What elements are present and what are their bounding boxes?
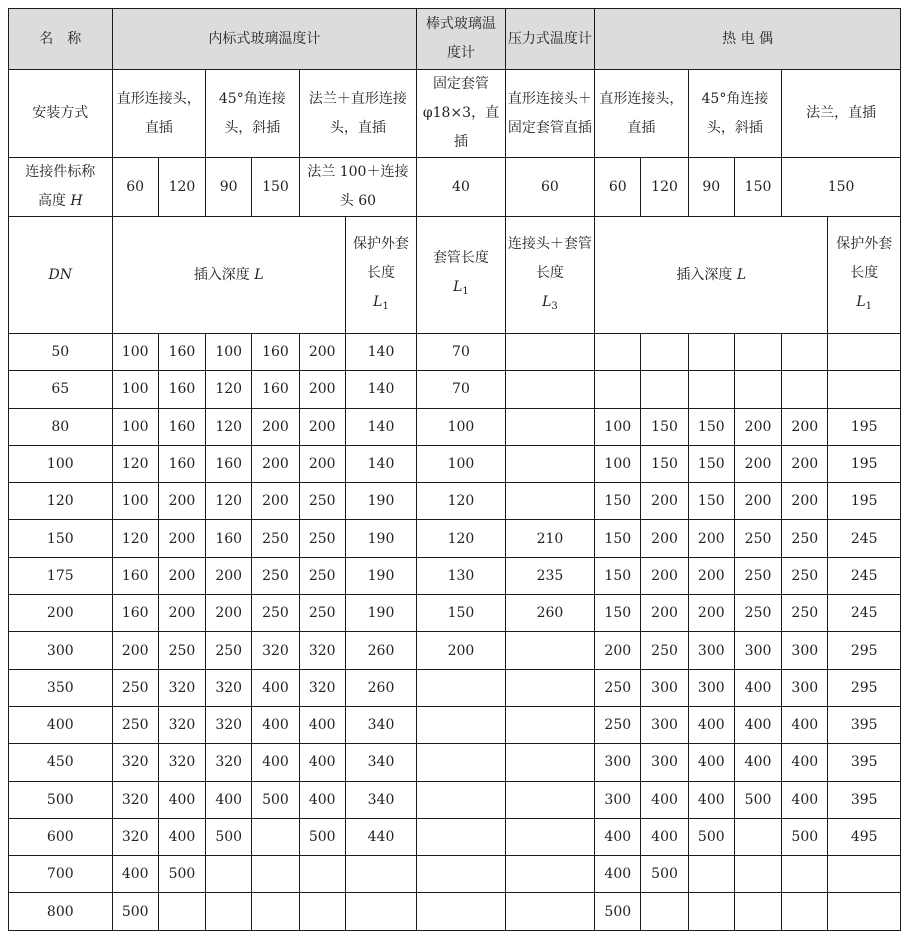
value-cell: 495 — [828, 818, 901, 855]
value-cell: 260 — [345, 632, 416, 669]
value-cell — [505, 408, 594, 445]
value-cell: 100 — [595, 445, 641, 482]
dn-cell: 120 — [9, 483, 113, 520]
value-cell — [595, 334, 641, 371]
header-row — [9, 9, 901, 70]
value-cell — [505, 818, 594, 855]
height-cell: 40 — [417, 158, 505, 217]
value-cell: 320 — [112, 818, 158, 855]
value-cell — [417, 669, 505, 706]
table-row — [9, 744, 901, 781]
value-cell: 195 — [828, 483, 901, 520]
dn-cell: 150 — [9, 520, 113, 557]
value-cell: 250 — [299, 595, 345, 632]
value-cell: 260 — [345, 669, 416, 706]
dn-cell: 450 — [9, 744, 113, 781]
value-cell — [417, 706, 505, 743]
value-cell — [505, 371, 594, 408]
value-cell: 400 — [688, 781, 734, 818]
value-cell — [505, 483, 594, 520]
height-cell: 90 — [206, 158, 252, 217]
value-cell: 250 — [734, 557, 781, 594]
value-cell: 200 — [206, 557, 252, 594]
value-cell — [734, 371, 781, 408]
table-row — [9, 557, 901, 594]
value-cell: 150 — [688, 408, 734, 445]
value-cell: 200 — [782, 445, 828, 482]
value-cell: 140 — [345, 371, 416, 408]
value-cell: 295 — [828, 632, 901, 669]
value-cell: 150 — [595, 483, 641, 520]
table-row — [9, 781, 901, 818]
value-cell: 320 — [252, 632, 299, 669]
value-cell: 210 — [505, 520, 594, 557]
outer-sleeve-header: 保护外套长度 $L_1$ — [345, 217, 416, 334]
value-cell — [688, 856, 734, 893]
value-cell: 400 — [252, 744, 299, 781]
table-row — [9, 632, 901, 669]
value-cell — [345, 893, 416, 930]
value-cell: 400 — [158, 818, 205, 855]
value-cell: 200 — [734, 408, 781, 445]
pressure-length-header: 连接头＋套管长度 $L_3$ — [505, 217, 594, 334]
value-cell: 200 — [641, 483, 688, 520]
value-cell — [417, 818, 505, 855]
value-cell: 120 — [112, 445, 158, 482]
value-cell: 300 — [595, 781, 641, 818]
height-cell: 150 — [734, 158, 781, 217]
install-rod: 固定套管φ18×3，直插 — [417, 70, 505, 158]
value-cell: 300 — [641, 669, 688, 706]
value-cell: 120 — [206, 483, 252, 520]
install-thermo-flange: 法兰，直插 — [782, 70, 901, 158]
value-cell: 200 — [641, 557, 688, 594]
dn-cell: 100 — [9, 445, 113, 482]
value-cell — [505, 334, 594, 371]
table-row — [9, 856, 901, 893]
height-cell: 150 — [252, 158, 299, 217]
value-cell: 250 — [299, 520, 345, 557]
dn-cell: 300 — [9, 632, 113, 669]
value-cell — [688, 893, 734, 930]
height-cell: 60 — [112, 158, 158, 217]
value-cell: 100 — [112, 334, 158, 371]
value-cell: 400 — [782, 781, 828, 818]
table-row — [9, 334, 901, 371]
value-cell: 200 — [688, 595, 734, 632]
value-cell: 190 — [345, 483, 416, 520]
value-cell — [505, 669, 594, 706]
value-cell: 200 — [417, 632, 505, 669]
install-pressure: 直形连接头＋固定套管直插 — [505, 70, 594, 158]
value-cell: 195 — [828, 408, 901, 445]
value-cell: 200 — [112, 632, 158, 669]
value-cell — [641, 893, 688, 930]
value-cell — [505, 744, 594, 781]
dn-cell: 400 — [9, 706, 113, 743]
height-row — [9, 158, 901, 217]
dn-cell: 200 — [9, 595, 113, 632]
value-cell: 250 — [734, 520, 781, 557]
value-cell: 100 — [112, 483, 158, 520]
value-cell — [158, 893, 205, 930]
value-cell — [782, 334, 828, 371]
value-cell: 70 — [417, 334, 505, 371]
value-cell — [734, 856, 781, 893]
value-cell: 300 — [688, 669, 734, 706]
value-cell: 100 — [112, 371, 158, 408]
value-cell: 250 — [206, 632, 252, 669]
value-cell: 320 — [158, 744, 205, 781]
value-cell: 340 — [345, 706, 416, 743]
value-cell: 400 — [299, 744, 345, 781]
value-cell: 70 — [417, 371, 505, 408]
value-cell: 245 — [828, 595, 901, 632]
value-cell — [828, 893, 901, 930]
value-cell: 500 — [158, 856, 205, 893]
value-cell: 235 — [505, 557, 594, 594]
value-cell: 160 — [158, 334, 205, 371]
value-cell: 500 — [782, 818, 828, 855]
value-cell — [505, 706, 594, 743]
value-cell: 150 — [595, 595, 641, 632]
install-inner-flange: 法兰＋直形连接头，直插 — [299, 70, 417, 158]
value-cell: 140 — [345, 334, 416, 371]
value-cell: 400 — [595, 856, 641, 893]
value-cell: 200 — [299, 445, 345, 482]
install-row — [9, 70, 901, 158]
value-cell — [417, 856, 505, 893]
dn-cell: 600 — [9, 818, 113, 855]
value-cell: 200 — [641, 520, 688, 557]
value-cell — [734, 334, 781, 371]
value-cell — [417, 744, 505, 781]
value-cell: 400 — [641, 818, 688, 855]
thermo-insert-depth-header: 插入深度 L — [595, 217, 828, 334]
data-body — [9, 334, 901, 931]
value-cell: 200 — [158, 483, 205, 520]
value-cell: 150 — [595, 557, 641, 594]
value-cell: 300 — [734, 632, 781, 669]
value-cell — [417, 893, 505, 930]
table-row — [9, 706, 901, 743]
value-cell: 200 — [641, 595, 688, 632]
value-cell: 140 — [345, 408, 416, 445]
table-row — [9, 669, 901, 706]
value-cell: 320 — [112, 781, 158, 818]
value-cell: 150 — [688, 445, 734, 482]
value-cell: 200 — [252, 445, 299, 482]
value-cell: 150 — [688, 483, 734, 520]
value-cell: 500 — [641, 856, 688, 893]
value-cell: 500 — [734, 781, 781, 818]
height-cell: 90 — [688, 158, 734, 217]
value-cell: 100 — [417, 408, 505, 445]
install-inner-straight: 直形连接头，直插 — [112, 70, 206, 158]
value-cell: 400 — [252, 669, 299, 706]
value-cell: 250 — [158, 632, 205, 669]
value-cell: 295 — [828, 669, 901, 706]
value-cell: 200 — [158, 557, 205, 594]
height-cell: 120 — [158, 158, 205, 217]
table-row — [9, 483, 901, 520]
dn-cell: 800 — [9, 893, 113, 930]
table-row — [9, 893, 901, 930]
value-cell: 200 — [595, 632, 641, 669]
value-cell: 160 — [206, 445, 252, 482]
value-cell: 400 — [734, 669, 781, 706]
value-cell: 500 — [595, 893, 641, 930]
value-cell — [505, 893, 594, 930]
value-cell: 500 — [252, 781, 299, 818]
value-cell: 150 — [417, 595, 505, 632]
value-cell: 100 — [595, 408, 641, 445]
value-cell: 150 — [641, 408, 688, 445]
value-cell — [299, 893, 345, 930]
table-row — [9, 371, 901, 408]
value-cell: 400 — [595, 818, 641, 855]
height-cell: 60 — [505, 158, 594, 217]
value-cell: 250 — [252, 520, 299, 557]
value-cell: 120 — [417, 483, 505, 520]
value-cell: 300 — [641, 744, 688, 781]
value-cell: 250 — [641, 632, 688, 669]
value-cell: 400 — [734, 706, 781, 743]
value-cell: 320 — [206, 706, 252, 743]
value-cell: 200 — [782, 408, 828, 445]
name-header: 名 称 — [9, 9, 113, 70]
value-cell: 190 — [345, 595, 416, 632]
value-cell: 200 — [252, 408, 299, 445]
value-cell — [734, 893, 781, 930]
value-cell: 400 — [782, 706, 828, 743]
value-cell: 320 — [158, 669, 205, 706]
value-cell: 400 — [734, 744, 781, 781]
value-cell: 150 — [595, 520, 641, 557]
value-cell: 200 — [688, 520, 734, 557]
subheader-row — [9, 217, 901, 334]
value-cell: 400 — [299, 706, 345, 743]
value-cell: 400 — [641, 781, 688, 818]
value-cell: 250 — [252, 557, 299, 594]
value-cell — [252, 856, 299, 893]
value-cell: 500 — [206, 818, 252, 855]
value-cell: 320 — [206, 669, 252, 706]
value-cell: 320 — [299, 632, 345, 669]
install-thermo-straight: 直形连接头，直插 — [595, 70, 689, 158]
value-cell: 195 — [828, 445, 901, 482]
value-cell: 130 — [417, 557, 505, 594]
value-cell: 400 — [252, 706, 299, 743]
value-cell: 250 — [734, 595, 781, 632]
value-cell: 250 — [595, 669, 641, 706]
value-cell: 200 — [299, 371, 345, 408]
value-cell: 190 — [345, 557, 416, 594]
value-cell — [299, 856, 345, 893]
dn-cell: 500 — [9, 781, 113, 818]
value-cell — [252, 893, 299, 930]
value-cell: 250 — [782, 520, 828, 557]
value-cell: 160 — [252, 334, 299, 371]
dn-cell: 175 — [9, 557, 113, 594]
value-cell — [417, 781, 505, 818]
value-cell: 250 — [595, 706, 641, 743]
rod-sleeve-header: 套管长度 $L_1$ — [417, 217, 505, 334]
value-cell: 500 — [299, 818, 345, 855]
dn-cell: 350 — [9, 669, 113, 706]
dn-cell: 700 — [9, 856, 113, 893]
value-cell: 300 — [782, 632, 828, 669]
value-cell — [828, 371, 901, 408]
value-cell: 245 — [828, 520, 901, 557]
value-cell — [782, 893, 828, 930]
value-cell: 250 — [112, 669, 158, 706]
value-cell: 120 — [206, 371, 252, 408]
value-cell — [688, 371, 734, 408]
value-cell — [782, 856, 828, 893]
value-cell: 320 — [206, 744, 252, 781]
value-cell — [206, 893, 252, 930]
height-cell: 150 — [782, 158, 901, 217]
value-cell: 200 — [158, 595, 205, 632]
value-cell — [505, 856, 594, 893]
value-cell: 300 — [688, 632, 734, 669]
value-cell: 340 — [345, 781, 416, 818]
value-cell: 320 — [299, 669, 345, 706]
value-cell — [252, 818, 299, 855]
value-cell — [595, 371, 641, 408]
value-cell: 400 — [112, 856, 158, 893]
thermocouple-header: 热 电 偶 — [595, 9, 901, 70]
value-cell: 440 — [345, 818, 416, 855]
value-cell: 100 — [417, 445, 505, 482]
value-cell — [828, 856, 901, 893]
value-cell: 400 — [158, 781, 205, 818]
table-row — [9, 595, 901, 632]
value-cell: 300 — [641, 706, 688, 743]
value-cell: 400 — [299, 781, 345, 818]
dn-cell: 80 — [9, 408, 113, 445]
value-cell: 150 — [641, 445, 688, 482]
dn-cell: 65 — [9, 371, 113, 408]
height-label: 连接件标称 高度 H — [9, 158, 113, 217]
value-cell — [641, 334, 688, 371]
value-cell: 500 — [112, 893, 158, 930]
value-cell: 400 — [206, 781, 252, 818]
value-cell: 200 — [299, 408, 345, 445]
value-cell — [828, 334, 901, 371]
value-cell: 200 — [734, 483, 781, 520]
table-row — [9, 818, 901, 855]
value-cell: 100 — [206, 334, 252, 371]
value-cell: 395 — [828, 706, 901, 743]
value-cell: 160 — [158, 445, 205, 482]
value-cell: 200 — [299, 334, 345, 371]
value-cell: 400 — [782, 744, 828, 781]
value-cell: 100 — [112, 408, 158, 445]
value-cell: 200 — [688, 557, 734, 594]
value-cell: 120 — [112, 520, 158, 557]
value-cell: 160 — [158, 408, 205, 445]
value-cell: 320 — [158, 706, 205, 743]
height-cell: 法兰 100＋连接头 60 — [299, 158, 417, 217]
height-cell: 60 — [595, 158, 641, 217]
inner-glass-thermometer-header: 内标式玻璃温度计 — [112, 9, 417, 70]
value-cell: 250 — [299, 557, 345, 594]
value-cell: 300 — [595, 744, 641, 781]
value-cell — [345, 856, 416, 893]
table-row — [9, 445, 901, 482]
value-cell: 160 — [252, 371, 299, 408]
value-cell: 245 — [828, 557, 901, 594]
value-cell — [206, 856, 252, 893]
value-cell: 250 — [782, 557, 828, 594]
pressure-thermometer-header: 压力式温度计 — [505, 9, 594, 70]
value-cell: 200 — [252, 483, 299, 520]
dn-cell: 50 — [9, 334, 113, 371]
value-cell: 160 — [206, 520, 252, 557]
value-cell — [505, 632, 594, 669]
insert-depth-header: 插入深度 L — [112, 217, 345, 334]
value-cell: 160 — [112, 595, 158, 632]
height-cell: 120 — [641, 158, 688, 217]
value-cell — [505, 445, 594, 482]
value-cell — [641, 371, 688, 408]
value-cell — [505, 781, 594, 818]
value-cell: 250 — [112, 706, 158, 743]
value-cell: 120 — [417, 520, 505, 557]
rod-glass-thermometer-header: 棒式玻璃温度计 — [417, 9, 505, 70]
value-cell: 400 — [688, 706, 734, 743]
spec-table — [8, 8, 901, 931]
install-label: 安装方式 — [9, 70, 113, 158]
value-cell: 250 — [299, 483, 345, 520]
value-cell: 250 — [252, 595, 299, 632]
value-cell: 160 — [158, 371, 205, 408]
table-row — [9, 408, 901, 445]
thermo-outer-sleeve-header: 保护外套长度 $L_1$ — [828, 217, 901, 334]
value-cell: 400 — [688, 744, 734, 781]
value-cell — [782, 371, 828, 408]
value-cell: 200 — [206, 595, 252, 632]
value-cell: 300 — [782, 669, 828, 706]
value-cell: 395 — [828, 744, 901, 781]
value-cell: 190 — [345, 520, 416, 557]
install-inner-45: 45°角连接头，斜插 — [206, 70, 300, 158]
value-cell: 320 — [112, 744, 158, 781]
table-row — [9, 520, 901, 557]
value-cell: 340 — [345, 744, 416, 781]
install-thermo-45: 45°角连接头，斜插 — [688, 70, 782, 158]
value-cell: 120 — [206, 408, 252, 445]
value-cell: 140 — [345, 445, 416, 482]
value-cell: 200 — [734, 445, 781, 482]
value-cell: 500 — [688, 818, 734, 855]
value-cell: 260 — [505, 595, 594, 632]
dn-header: DN — [9, 217, 113, 334]
value-cell: 160 — [112, 557, 158, 594]
value-cell: 200 — [782, 483, 828, 520]
value-cell: 395 — [828, 781, 901, 818]
value-cell — [688, 334, 734, 371]
value-cell: 250 — [782, 595, 828, 632]
value-cell — [734, 818, 781, 855]
value-cell: 200 — [158, 520, 205, 557]
